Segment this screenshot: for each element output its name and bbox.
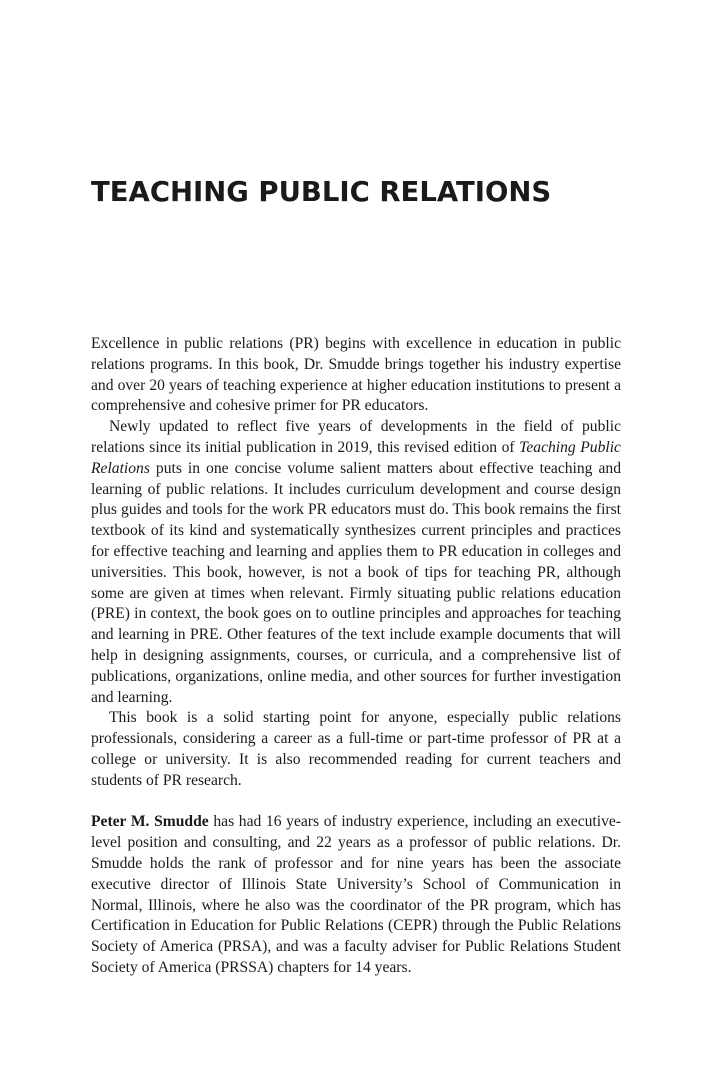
author-bio-text: has had 16 years of industry experience, including an executive-level position and consulting, and 22 years as a professor of public relations. Dr. Smudde holds the rank of professor and for nine years has been the associate executive director of Illinois State University’s School of Communication in Normal, Illinois, where he also was the coordinator of the PR program, which has Certification in Education for Public Relations (CEPR) through the Public Relations Society of America (PRSA), and was a faculty adviser for Public Relations Student Society of America (PRSSA) chapters for 14 years. [91,813,621,976]
author-bio [91,812,621,978]
author-name: Peter M. Smudde [91,813,209,831]
paragraph-2-text-start: Newly updated to reflect five years of developments in the field of public relations since its initial publication in 2019, this revised edition of [91,418,621,456]
description-paragraph-1: Excellence in public relations (PR) begins with excellence in education in public relations programs. In this book, Dr. Smudde brings together his industry expertise and over 20 years of teaching experience at higher education institutions to present a comprehensive and cohesive primer for PR educators. [91,335,621,415]
description-paragraph-3: This book is a solid starting point for anyone, especially public relations professionals, considering a career as a full-time or part-time professor of PR at a college or university. It is also recommended reading for current teachers and students of PR research. [91,709,621,789]
book-title: TEACHING PUBLIC RELATIONS [91,176,552,208]
description-paragraph-2 [91,417,621,708]
paragraph-2-text-end: puts in one concise volume salient matters about effective teaching and learning of public relations. It includes curriculum development and course design plus guides and tools for the work PR educators must do. This book remains the first textbook of its kind and systematically synthesizes current principles and practices for effective teaching and learning and applies them to PR education in colleges and universities. This book, however, is not a book of tips for teaching PR, although some are given at times when relevant. Firmly situating public relations education (PRE) in context, the book goes on to outline principles and approaches for teaching and learning in PRE. Other features of the text include example documents that will help in designing assignments, courses, or curricula, and a comprehensive list of publications, organizations, online media, and other sources for further investigation and learning. [91,459,621,706]
book-title-italic: Teaching Public Relations [91,438,621,477]
book-description [91,334,621,979]
